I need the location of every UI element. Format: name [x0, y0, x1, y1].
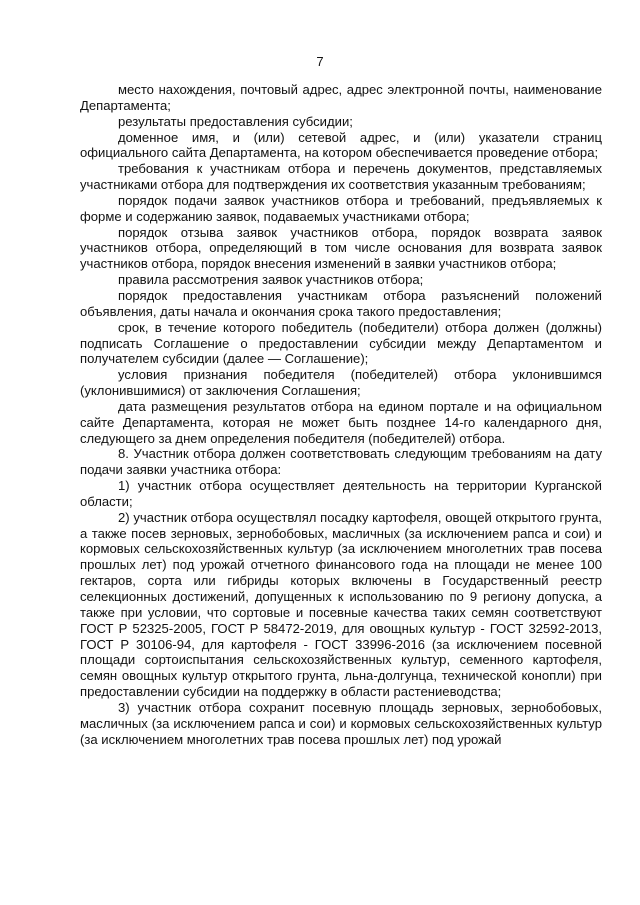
page-number: 7	[316, 54, 324, 69]
paragraph-clause-8-item-3: 3) участник отбора сохранит посевную площадь зерновых, зернобобовых, масличных (за исключением рапса и сои) и кормовых сельскохозяйственных культур (за исключением многолетних трав посева прошлых лет) под урожай	[80, 699, 602, 747]
paragraph-domain-name: доменное имя, и (или) сетевой адрес, и (или) указатели страниц официального сайта Департамента, на котором обеспечивается проведение отбора;	[80, 129, 602, 161]
paragraph-agreement-term: срок, в течение которого победитель (победители) отбора должен (должны) подписать Соглашение о предоставлении субсидии между Департаментом и получателем субсидии (далее — Соглашение);	[80, 319, 602, 367]
paragraph-clause-8: 8. Участник отбора должен соответствовать следующим требованиям на дату подачи заявки участника отбора:	[80, 446, 602, 478]
body-text	[80, 82, 602, 747]
paragraph-clause-8-item-2: 2) участник отбора осуществлял посадку картофеля, овощей открытого грунта, а также посев зерновых, зернобобовых, масличных (за исключением рапса и сои) и кормовых сельскохозяйственных культур (за исключением многолетних трав посева прошлых лет) под урожай отчетного финансового года на площади не менее 100 гектаров, сорта или гибриды которых включены в Государственный реестр селекционных достижений, допущенных к использованию по 9 региону допуска, а также при условии, что сортовые и посевные качества таких семян соответствуют ГОСТ Р 52325-2005, ГОСТ Р 58472-2019, для овощных культур - ГОСТ 32592-2013, ГОСТ Р 30106-94, для картофеля - ГОСТ 33996-2016 (за исключением посевной площади сортоиспытания сельскохозяйственных культур, семенного картофеля, семян овощных культур открытого грунта, льна-долгунца, технической конопли) при предоставлении субсидии на поддержку в области растениеводства;	[80, 509, 602, 700]
paragraph-clause-8-item-1: 1) участник отбора осуществляет деятельность на территории Курганской области;	[80, 478, 602, 509]
paragraph-application-submission: порядок подачи заявок участников отбора и требований, предъявляемых к форме и содержанию заявок, подаваемых участниками отбора;	[80, 192, 602, 224]
paragraph-application-withdrawal: порядок отзыва заявок участников отбора, порядок возврата заявок участников отбора, определяющий в том числе основания для возврата заявок участников отбора, порядок внесения изменений в заявки участников отбора;	[80, 224, 602, 272]
paragraph-subsidy-results: результаты предоставления субсидии;	[118, 113, 353, 129]
paragraph-clarifications: порядок предоставления участникам отбора разъяснений положений объявления, даты начала и окончания срока такого предоставления;	[80, 287, 602, 319]
paragraph-department-location: место нахождения, почтовый адрес, адрес электронной почты, наименование Департамента;	[80, 82, 602, 113]
paragraph-results-publication: дата размещения результатов отбора на едином портале и на официальном сайте Департамента, которая не может быть позднее 14-го календарного дня, следующего за днем определения победителя (победителей) отбора.	[80, 398, 602, 446]
paragraph-evasion-conditions: условия признания победителя (победителей) отбора уклонившимся (уклонившимися) от заключения Соглашения;	[80, 367, 602, 399]
paragraph-review-rules: правила рассмотрения заявок участников отбора;	[118, 272, 424, 288]
paragraph-participant-requirements: требования к участникам отбора и перечень документов, представляемых участниками отбора для подтверждения их соответствия указанным требованиям;	[80, 161, 602, 193]
